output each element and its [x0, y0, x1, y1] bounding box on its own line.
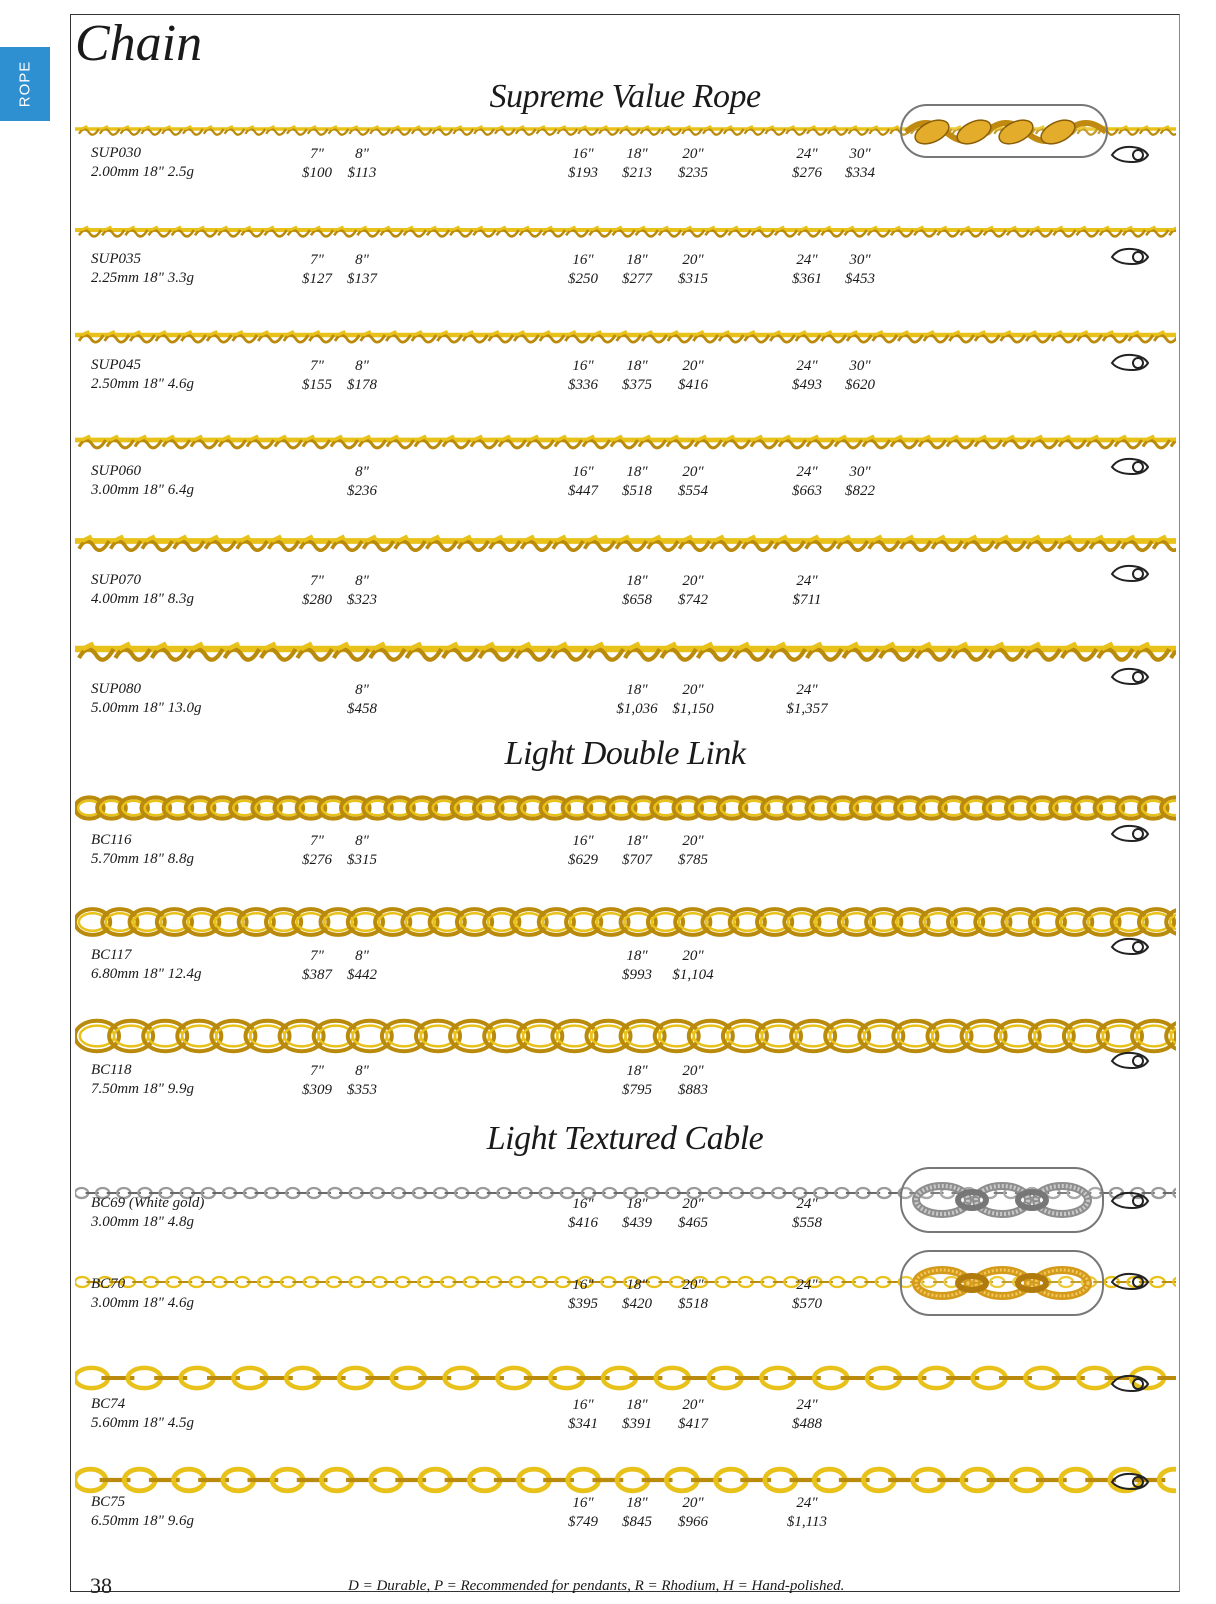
lobster-clasp-icon: [1108, 1049, 1152, 1071]
price-value: $391: [622, 1416, 652, 1432]
price-cell-8in: [327, 357, 397, 395]
product-code: SUP035: [91, 251, 141, 267]
price-value: $280: [302, 592, 332, 608]
price-value: $193: [568, 165, 598, 181]
length-label: 18": [626, 252, 648, 268]
price-value: $554: [678, 483, 708, 499]
price-value: $707: [622, 852, 652, 868]
price-cell-20in: [658, 251, 728, 289]
price-value: $387: [302, 967, 332, 983]
price-cell-8in: [327, 947, 397, 985]
price-value: $155: [302, 377, 332, 393]
price-value: $315: [678, 271, 708, 287]
length-label: 16": [572, 146, 594, 162]
price-cell-20in: [658, 1276, 728, 1314]
length-label: 24": [796, 1196, 818, 1212]
price-value: $100: [302, 165, 332, 181]
price-value: $250: [568, 271, 598, 287]
chain-image-bc118: [75, 1016, 1176, 1056]
price-cell-24in: [772, 572, 842, 610]
price-value: $822: [845, 483, 875, 499]
price-cell-30in: [825, 357, 895, 395]
length-label: 7": [310, 948, 324, 964]
price-value: $137: [347, 271, 377, 287]
price-cell-8in: [327, 463, 397, 501]
length-label: 8": [355, 252, 369, 268]
price-value: $113: [347, 165, 377, 181]
length-label: 7": [310, 573, 324, 589]
price-cell-20in: [658, 463, 728, 501]
section-tab-label: ROPE: [16, 60, 34, 108]
length-label: 18": [626, 833, 648, 849]
price-value: $749: [568, 1514, 598, 1530]
length-label: 7": [310, 146, 324, 162]
price-value: $1,113: [786, 1514, 828, 1530]
product-row: [0, 1062, 1216, 1108]
lobster-clasp-icon: [1108, 1372, 1152, 1394]
chain-graphic: [75, 429, 1176, 451]
chain-graphic: [75, 794, 1176, 822]
length-label: 20": [682, 464, 704, 480]
lobster-clasp-icon: [1108, 143, 1152, 165]
product-code: SUP045: [91, 357, 141, 373]
price-value: $315: [347, 852, 377, 868]
length-label: 7": [310, 358, 324, 374]
length-label: 24": [796, 1397, 818, 1413]
length-label: 7": [310, 833, 324, 849]
chain-image-sup035: [75, 221, 1176, 239]
price-value: $178: [347, 377, 377, 393]
price-value: $213: [622, 165, 652, 181]
product-row: [0, 832, 1216, 878]
price-value: $558: [792, 1215, 822, 1231]
footnote-legend: D = Durable, P = Recommended for pendants, R = Rhodium, H = Hand-polished.: [348, 1578, 845, 1594]
price-value: $375: [622, 377, 652, 393]
price-value: $416: [568, 1215, 598, 1231]
product-spec: 2.00mm 18" 2.5g: [91, 164, 194, 180]
chain-graphic: [75, 1016, 1176, 1056]
length-label: 8": [355, 146, 369, 162]
chain-graphic: [75, 905, 1176, 939]
length-label: 24": [796, 1277, 818, 1293]
price-value: $1,104: [672, 967, 714, 983]
price-value: $323: [347, 592, 377, 608]
price-value: $488: [792, 1416, 822, 1432]
price-value: $447: [568, 483, 598, 499]
chain-image-bc75: [75, 1465, 1176, 1495]
price-value: $742: [678, 592, 708, 608]
section-title-rope: Supreme Value Rope: [489, 78, 761, 115]
length-label: 24": [796, 1495, 818, 1511]
price-value: $795: [622, 1082, 652, 1098]
price-cell-8in: [327, 1062, 397, 1100]
price-cell-8in: [327, 251, 397, 289]
length-label: 24": [796, 146, 818, 162]
price-value: $341: [568, 1416, 598, 1432]
product-code: BC75: [91, 1494, 126, 1510]
lobster-clasp-icon: [1108, 935, 1152, 957]
price-cell-20in: [658, 832, 728, 870]
lobster-clasp-icon: [1108, 455, 1152, 477]
price-value: $309: [302, 1082, 332, 1098]
length-label: 24": [796, 252, 818, 268]
length-label: 16": [572, 358, 594, 374]
product-spec: 3.00mm 18" 4.6g: [91, 1295, 194, 1311]
chain-image-bc117: [75, 905, 1176, 939]
chain-image-sup070: [75, 528, 1176, 554]
price-value: $845: [622, 1514, 652, 1530]
price-value: $658: [622, 592, 652, 608]
price-value: $361: [792, 271, 822, 287]
price-cell-20in: [658, 1494, 728, 1532]
length-label: 18": [626, 682, 648, 698]
length-label: 7": [310, 252, 324, 268]
price-cell-8in: [327, 832, 397, 870]
product-spec: 7.50mm 18" 9.9g: [91, 1081, 194, 1097]
product-code: BC118: [91, 1062, 132, 1078]
price-value: $966: [678, 1514, 708, 1530]
price-value: $420: [622, 1296, 652, 1312]
length-label: 16": [572, 252, 594, 268]
product-row: [0, 357, 1216, 403]
lobster-clasp-icon: [1108, 562, 1152, 584]
length-label: 20": [682, 146, 704, 162]
lobster-clasp-icon: [1108, 665, 1152, 687]
length-label: 18": [626, 1196, 648, 1212]
chain-image-bc74: [75, 1364, 1176, 1392]
chain-graphic: [75, 1364, 1176, 1392]
price-cell-20in: [658, 681, 728, 719]
length-label: 30": [849, 252, 871, 268]
price-cell-20in: [658, 1396, 728, 1434]
price-cell-30in: [825, 145, 895, 183]
length-label: 16": [572, 1397, 594, 1413]
page-title: Chain: [75, 15, 203, 72]
chain-graphic: [75, 325, 1176, 345]
lobster-clasp-icon: [1108, 822, 1152, 844]
product-spec: 3.00mm 18" 4.8g: [91, 1214, 194, 1230]
length-label: 24": [796, 358, 818, 374]
price-cell-24in: [772, 1276, 842, 1314]
price-cell-20in: [658, 1062, 728, 1100]
price-cell-20in: [658, 357, 728, 395]
price-value: $1,150: [672, 701, 714, 717]
lobster-clasp-icon: [1108, 1470, 1152, 1492]
product-spec: 3.00mm 18" 6.4g: [91, 482, 194, 498]
price-value: $235: [678, 165, 708, 181]
price-value: $458: [347, 701, 377, 717]
length-label: 20": [682, 1277, 704, 1293]
price-cell-20in: [658, 1195, 728, 1233]
price-value: $465: [678, 1215, 708, 1231]
length-label: 8": [355, 1063, 369, 1079]
price-cell-8in: [327, 572, 397, 610]
length-label: 18": [626, 146, 648, 162]
price-value: $883: [678, 1082, 708, 1098]
chain-graphic: [75, 634, 1176, 664]
length-label: 16": [572, 1196, 594, 1212]
length-label: 16": [572, 1277, 594, 1293]
price-value: $453: [845, 271, 875, 287]
chain-graphic: [75, 221, 1176, 239]
price-value: $570: [792, 1296, 822, 1312]
price-value: $416: [678, 377, 708, 393]
product-code: SUP070: [91, 572, 141, 588]
length-label: 20": [682, 573, 704, 589]
product-spec: 5.60mm 18" 4.5g: [91, 1415, 194, 1431]
price-value: $518: [678, 1296, 708, 1312]
length-label: 7": [310, 1063, 324, 1079]
length-label: 24": [796, 682, 818, 698]
price-value: $336: [568, 377, 598, 393]
product-code: SUP030: [91, 145, 141, 161]
price-value: $236: [347, 483, 377, 499]
page-number: 38: [90, 1573, 112, 1598]
length-label: 16": [572, 1495, 594, 1511]
price-value: $276: [302, 852, 332, 868]
length-label: 20": [682, 1196, 704, 1212]
price-value: $1,357: [786, 701, 828, 717]
product-row: [0, 1195, 1216, 1241]
length-label: 20": [682, 682, 704, 698]
product-spec: 6.50mm 18" 9.6g: [91, 1513, 194, 1529]
product-spec: 6.80mm 18" 12.4g: [91, 966, 202, 982]
product-spec: 5.00mm 18" 13.0g: [91, 700, 202, 716]
length-label: 20": [682, 252, 704, 268]
price-cell-30in: [825, 251, 895, 289]
price-value: $518: [622, 483, 652, 499]
product-code: BC69 (White gold): [91, 1195, 205, 1211]
section-title-double-link: Light Double Link: [504, 735, 746, 772]
price-cell-20in: [658, 572, 728, 610]
price-cell-20in: [658, 145, 728, 183]
length-label: 30": [849, 146, 871, 162]
product-row: [0, 947, 1216, 993]
price-value: $334: [845, 165, 875, 181]
price-value: $785: [678, 852, 708, 868]
price-cell-20in: [658, 947, 728, 985]
price-value: $439: [622, 1215, 652, 1231]
section-title-cable: Light Textured Cable: [486, 1120, 764, 1157]
length-label: 8": [355, 573, 369, 589]
length-label: 16": [572, 464, 594, 480]
product-code: SUP080: [91, 681, 141, 697]
price-value: $620: [845, 377, 875, 393]
price-value: $493: [792, 377, 822, 393]
product-row: [0, 1276, 1216, 1322]
price-value: $629: [568, 852, 598, 868]
product-row: [0, 572, 1216, 618]
product-row: [0, 1494, 1216, 1540]
price-value: $993: [622, 967, 652, 983]
length-label: 30": [849, 464, 871, 480]
product-row: [0, 145, 1216, 191]
price-value: $353: [347, 1082, 377, 1098]
price-cell-24in: [772, 1396, 842, 1434]
product-row: [0, 1396, 1216, 1442]
chain-image-bc116: [75, 794, 1176, 822]
length-label: 18": [626, 1277, 648, 1293]
price-cell-24in: [772, 1195, 842, 1233]
length-label: 20": [682, 833, 704, 849]
price-value: $417: [678, 1416, 708, 1432]
product-row: [0, 463, 1216, 509]
length-label: 20": [682, 1063, 704, 1079]
product-row: [0, 251, 1216, 297]
length-label: 18": [626, 358, 648, 374]
product-spec: 2.50mm 18" 4.6g: [91, 376, 194, 392]
price-cell-24in: [772, 681, 842, 719]
price-value: $276: [792, 165, 822, 181]
product-code: BC74: [91, 1396, 126, 1412]
length-label: 8": [355, 948, 369, 964]
chain-graphic: [75, 1465, 1176, 1495]
price-value: $127: [302, 271, 332, 287]
length-label: 18": [626, 1495, 648, 1511]
product-code: SUP060: [91, 463, 141, 479]
section-tab[interactable]: [0, 47, 50, 121]
product-spec: 2.25mm 18" 3.3g: [91, 270, 194, 286]
length-label: 18": [626, 464, 648, 480]
length-label: 16": [572, 833, 594, 849]
length-label: 8": [355, 833, 369, 849]
length-label: 18": [626, 573, 648, 589]
length-label: 20": [682, 358, 704, 374]
price-cell-24in: [772, 1494, 842, 1532]
price-value: $277: [622, 271, 652, 287]
length-label: 8": [355, 464, 369, 480]
lobster-clasp-icon: [1108, 1270, 1152, 1292]
length-label: 18": [626, 1063, 648, 1079]
product-spec: 4.00mm 18" 8.3g: [91, 591, 194, 607]
price-cell-30in: [825, 463, 895, 501]
lobster-clasp-icon: [1108, 245, 1152, 267]
length-label: 8": [355, 358, 369, 374]
length-label: 18": [626, 1397, 648, 1413]
price-value: $442: [347, 967, 377, 983]
chain-graphic: [75, 528, 1176, 554]
lobster-clasp-icon: [1108, 1189, 1152, 1211]
chain-image-sup060: [75, 429, 1176, 451]
length-label: 24": [796, 464, 818, 480]
lobster-clasp-icon: [1108, 351, 1152, 373]
length-label: 20": [682, 948, 704, 964]
product-code: BC117: [91, 947, 132, 963]
product-row: [0, 681, 1216, 727]
product-code: BC116: [91, 832, 132, 848]
chain-image-sup045: [75, 325, 1176, 345]
chain-image-sup080: [75, 634, 1176, 664]
length-label: 20": [682, 1495, 704, 1511]
length-label: 8": [355, 682, 369, 698]
price-value: $711: [792, 592, 822, 608]
length-label: 24": [796, 573, 818, 589]
price-cell-8in: [327, 681, 397, 719]
length-label: 18": [626, 948, 648, 964]
product-code: BC70: [91, 1276, 126, 1292]
price-cell-8in: [327, 145, 397, 183]
length-label: 20": [682, 1397, 704, 1413]
price-value: $663: [792, 483, 822, 499]
price-value: $395: [568, 1296, 598, 1312]
length-label: 30": [849, 358, 871, 374]
product-spec: 5.70mm 18" 8.8g: [91, 851, 194, 867]
price-value: $1,036: [616, 701, 658, 717]
